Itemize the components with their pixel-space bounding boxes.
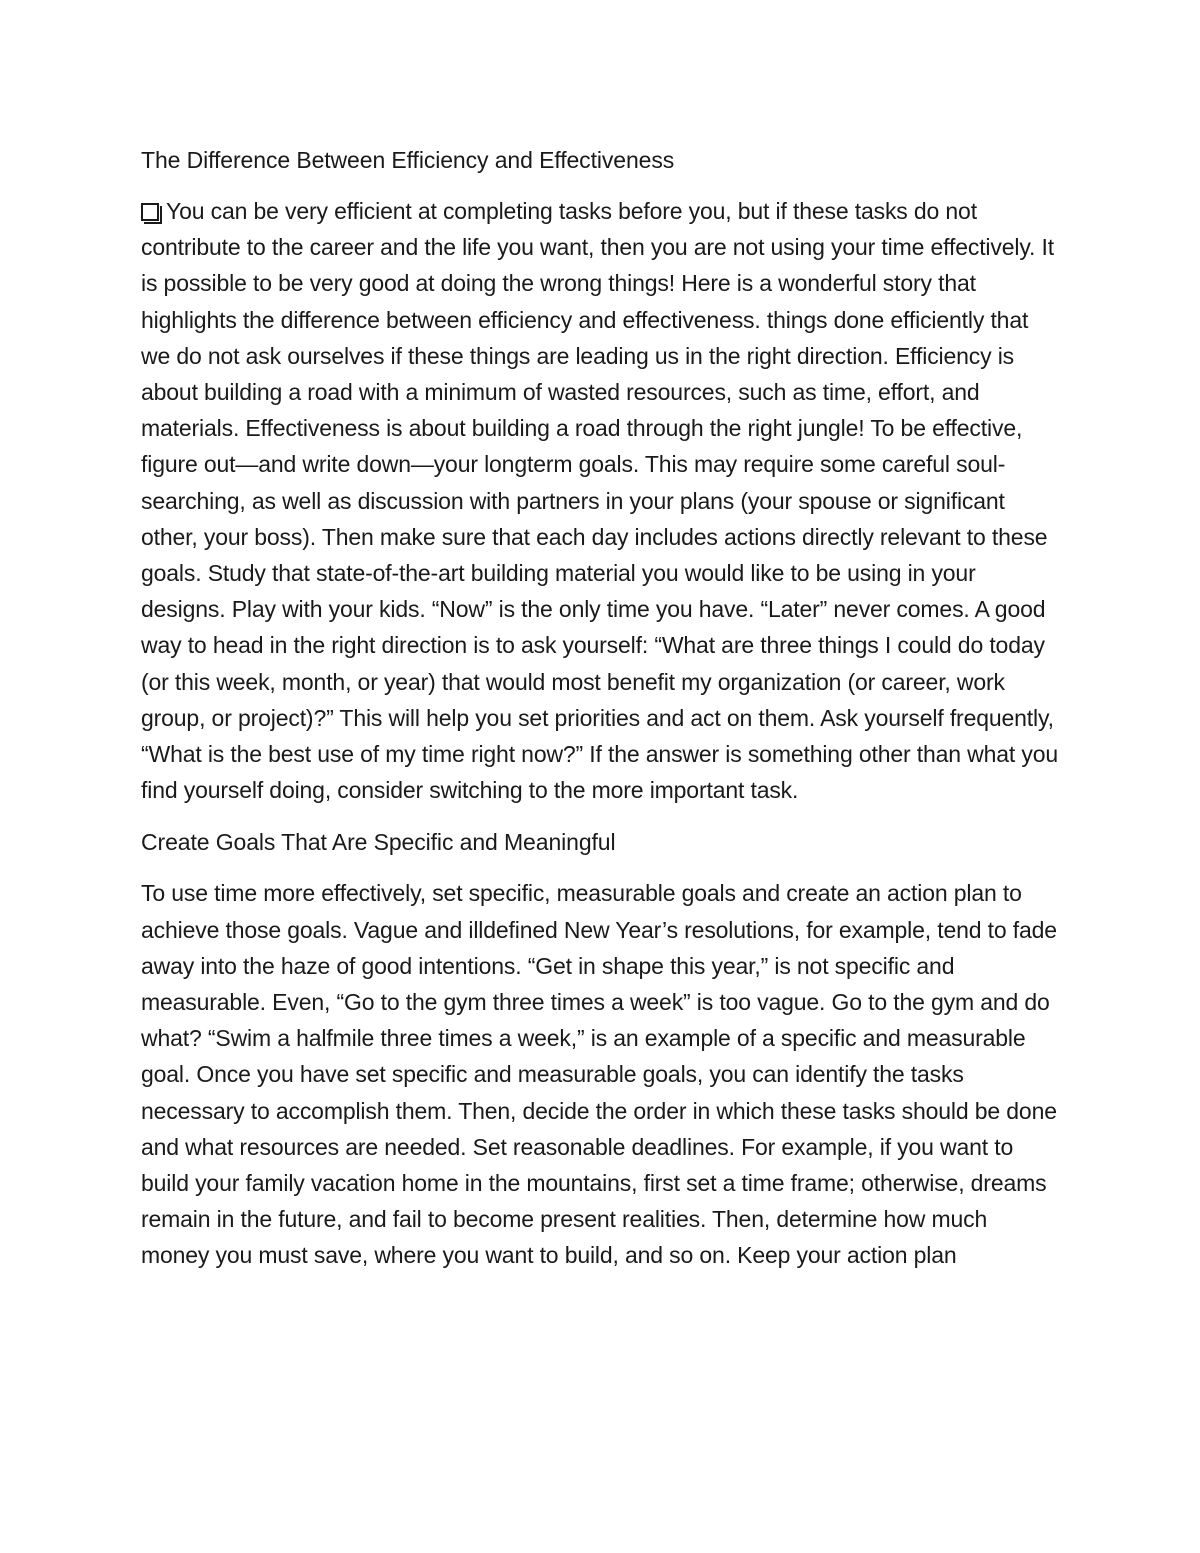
paragraph-goals: To use time more effectively, set specific, measurable goals and create an action plan to achieve those goals. Vague and illdefined New Year’s resolutions, for example, tend to fade away into the haze of good intentions. “Get in shape this year,” is not specific and measurable. Even, “Go to the gym three times a week” is too vague. Go to the gym and do what? “Swim a halfmile three times a week,” is an example of a specific and measurable goal. Once you have set specific and measurable goals, you can identify the tasks necessary to accomplish them. Then, decide the order in which these tasks should be done and what resources are needed. Set reasonable deadlines. For example, if you want to build your family vacation home in the mountains, first set a time frame; otherwise, dreams remain in the future, and fail to become present realities. Then, determine how much money you must save, where you want to build, and so on. Keep your action plan bbox=[141, 880, 1057, 1269]
paragraph-efficiency-text: You can be very efficient at completing tasks before you, but if these tasks do not contribute to the career and the life you want, then you are not using your time effectively. It is possible to be very good at doing the wrong things! Here is a wonderful story that highlights the difference between efficiency and effectiveness. things done efficiently that we do not ask ourselves if these things are leading us in the right direction. Efficiency is about building a road with a minimum of wasted resources, such as time, effort, and materials. Effectiveness is about building a road through the right jungle! To be effective, figure out—and write down—your longterm goals. This may require some careful soul-searching, as well as discussion with partners in your plans (your spouse or significant other, your boss). Then make sure that each day includes actions directly relevant to these goals. Study that state-of-the-art building material you would like to be using in your designs. Play with your kids. “Now” is the only time you have. “Later” never comes. A good way to head in the right direction is to ask yourself: “What are three things I could do today (or this week, month, or year) that would most benefit my organization (or career, work group, or project)?” This will help you set priorities and act on them. Ask yourself frequently, “What is the best use of my time right now?” If the answer is something other than what you find yourself doing, consider switching to the more important task. bbox=[141, 198, 1059, 804]
paragraph-efficiency bbox=[141, 193, 1061, 808]
section-heading-goals: Create Goals That Are Specific and Meaningful bbox=[141, 829, 616, 856]
document-body bbox=[141, 142, 1061, 1290]
section-heading-efficiency: The Difference Between Efficiency and Effectiveness bbox=[141, 147, 675, 173]
checkbox-icon bbox=[141, 203, 159, 221]
